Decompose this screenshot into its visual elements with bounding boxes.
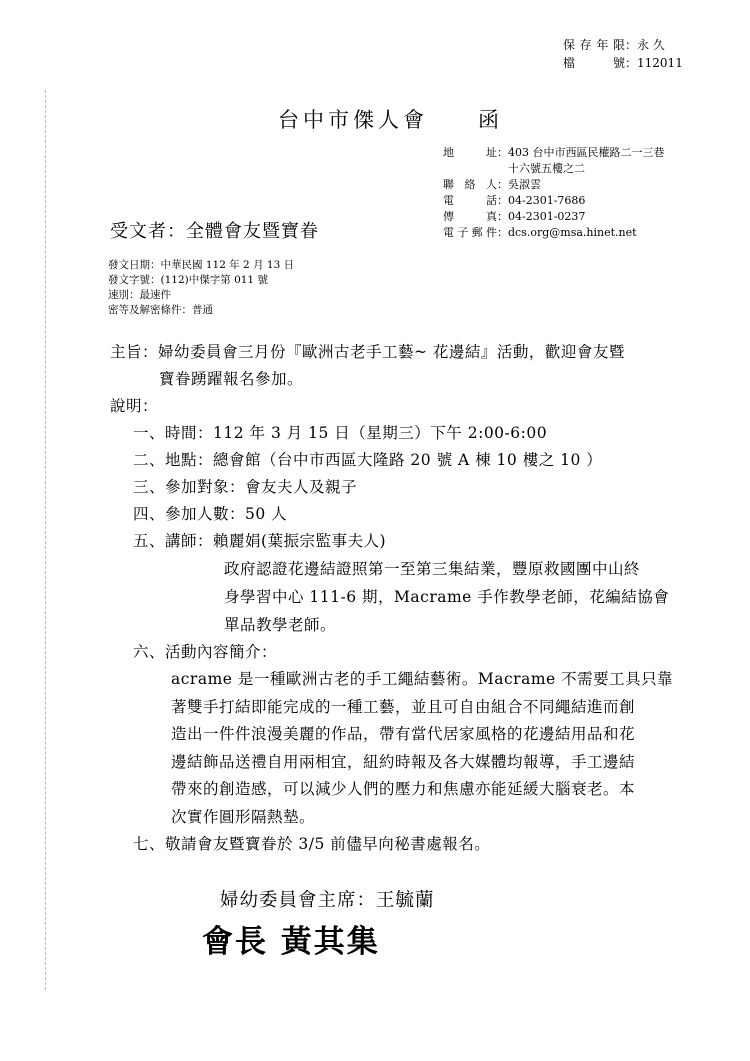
intro-line: 造出一件件浪漫美麗的作品，帶有當代居家風格的花邊結用品和花 <box>171 725 636 743</box>
intro-line: 邊結飾品送禮自用兩相宜，紐約時報及各大媒體均報導，手工邊結 <box>171 753 636 771</box>
sender-row: 電 話 ： 04-2301-7686 <box>443 194 586 207</box>
binding-line <box>45 90 46 990</box>
file-number-label: 檔 號 <box>563 56 625 70</box>
president-signature: 會長 黃其集 <box>202 924 380 960</box>
item-lecturer: 五、講師：賴麗娟(葉振宗監事夫人) <box>133 532 387 550</box>
sender-value: dcs.org@msa.hinet.net <box>508 226 637 239</box>
intro-line: 著雙手打結即能完成的一種工藝，並且可自由組合不同繩結進而創 <box>171 698 636 716</box>
sender-label: 聯絡人 <box>443 178 497 191</box>
item-place: 二、地點：總會館（台中市西區大隆路 20 號 A 棟 10 樓之 10 ） <box>133 451 603 469</box>
sender-value: 十六號五樓之二 <box>508 162 585 175</box>
item-intro-label: 六、活動內容簡介： <box>133 643 278 661</box>
intro-line: 次實作圓形隔熱墊。 <box>171 808 316 826</box>
meta-line: 速別：最速件 <box>108 289 171 301</box>
item-time: 一、時間：112 年 3 月 15 日（星期三）下午 2:00-6:00 <box>133 424 548 442</box>
sender-value: 04-2301-7686 <box>508 194 586 207</box>
sender-label <box>443 161 497 177</box>
sender-row: 地 址 ： 403 台中市西區民權路二一三巷 <box>443 146 665 159</box>
sender-info <box>443 145 665 241</box>
sender-label: 電子郵件 <box>443 226 497 239</box>
document-meta <box>108 258 294 318</box>
committee-chair-signature: 婦幼委員會主席：王毓蘭 <box>220 890 435 911</box>
retention-period-value: 永 久 <box>637 38 665 52</box>
retention-period-label: 保存年限 <box>563 38 625 52</box>
intro-line: 帶來的創造感，可以減少人們的壓力和焦慮亦能延緩大腦衰老。本 <box>171 780 636 798</box>
meta-line: 密等及解密條件：普通 <box>108 304 213 316</box>
sender-label: 電 話 <box>443 194 497 207</box>
recipient: 受文者：全體會友暨寶眷 <box>110 221 319 242</box>
retention-block: 保存年限 ： 永 久 檔 號 ： 112011 <box>563 38 683 70</box>
file-number-value: 112011 <box>637 56 683 70</box>
meta-line: 發文字號：(112)中傑字第 011 號 <box>108 274 268 286</box>
intro-line: acrame 是一種歐洲古老的手工繩結藝術。Macrame 不需要工具只靠 <box>171 670 674 688</box>
subject-line-1: 主旨：婦幼委員會三月份『歐洲古老手工藝~ 花邊結』活動，歡迎會友暨 <box>110 343 625 361</box>
sender-value: 04-2301-0237 <box>508 210 586 223</box>
sender-label: 傳 真 <box>443 210 497 223</box>
lecturer-bio-line: 政府認證花邊結證照第一至第三集結業，豐原救國團中山終 <box>224 560 641 578</box>
document-title: 台中市傑人會 函 <box>278 108 503 132</box>
item-count: 四、參加人數：50 人 <box>133 505 288 523</box>
subject-line-2: 寶眷踴躍報名參加。 <box>159 370 304 388</box>
lecturer-bio-line: 身學習中心 111-6 期，Macrame 手作教學老師，花編結協會 <box>224 588 670 606</box>
item-participants: 三、參加對象：會友夫人及親子 <box>133 478 358 496</box>
sender-row: 傳 真 ： 04-2301-0237 <box>443 210 586 223</box>
sender-label: 地 址 <box>443 146 497 159</box>
lecturer-bio-line: 單品教學老師。 <box>224 616 337 634</box>
item-registration: 七、敬請會友暨寶眷於 3/5 前儘早向秘書處報名。 <box>133 835 491 853</box>
sender-row: 聯絡人 ： 吳淑雲 <box>443 178 541 191</box>
sender-value: 吳淑雲 <box>508 178 541 191</box>
meta-line: 發文日期：中華民國 112 年 2 月 13 日 <box>108 259 295 271</box>
sender-row <box>443 161 665 177</box>
sender-row: 電子郵件 ： dcs.org@msa.hinet.net <box>443 226 637 239</box>
sender-value: 403 台中市西區民權路二一三巷 <box>508 146 665 159</box>
explanation-label: 說明： <box>110 397 159 415</box>
